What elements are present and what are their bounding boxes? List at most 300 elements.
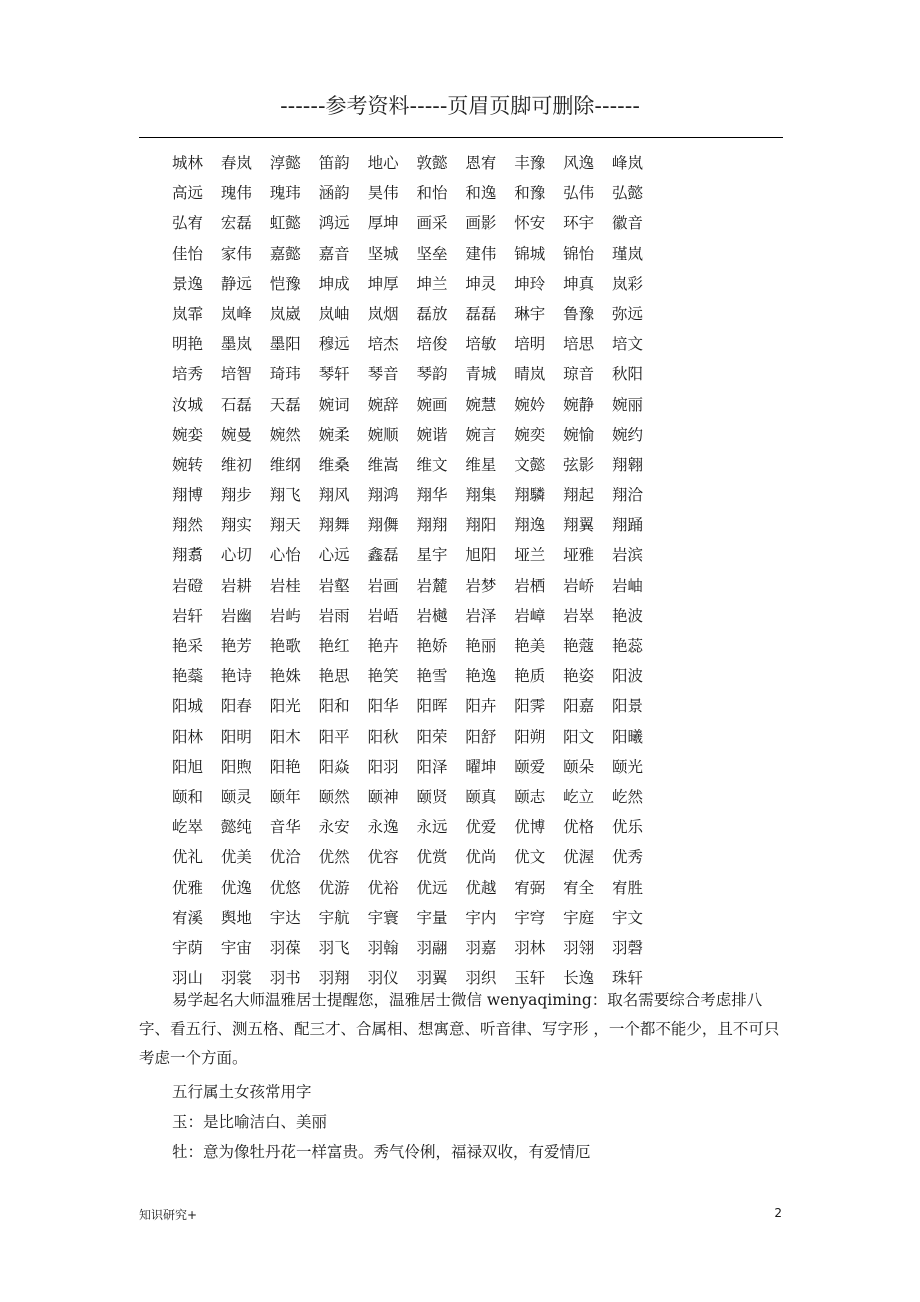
name-cell: 琴韵 xyxy=(416,365,448,384)
name-cell: 岩麓 xyxy=(416,576,448,595)
name-cell: 心切 xyxy=(220,546,252,565)
section-heading: 五行属土女孩常用字 xyxy=(172,1083,312,1101)
name-cell: 琴音 xyxy=(367,365,399,384)
name-cell: 坚城 xyxy=(367,244,399,263)
name-cell: 羽翮 xyxy=(416,938,448,957)
name-cell: 宇航 xyxy=(318,908,350,927)
name-row xyxy=(172,450,661,480)
name-row xyxy=(172,390,661,420)
name-cell: 岩轩 xyxy=(172,606,204,625)
name-cell: 艳娇 xyxy=(416,637,448,655)
name-cell: 阳泽 xyxy=(416,757,448,776)
name-cell: 弘宥 xyxy=(172,214,204,233)
name-cell: 阳羽 xyxy=(367,757,399,776)
name-cell: 弥远 xyxy=(612,304,644,323)
name-cell: 音华 xyxy=(269,818,301,837)
name-cell: 翔洽 xyxy=(612,486,644,505)
name-cell: 阳城 xyxy=(172,697,204,716)
name-cell: 坤灵 xyxy=(465,274,497,293)
name-cell: 宇荫 xyxy=(172,938,204,957)
name-cell: 婉约 xyxy=(612,425,644,444)
name-cell: 维星 xyxy=(465,455,497,474)
name-cell: 坚垒 xyxy=(416,244,448,263)
name-cell: 阳林 xyxy=(172,727,204,746)
name-cell: 翔翱 xyxy=(612,455,644,474)
name-cell: 厚坤 xyxy=(367,214,399,233)
name-cell: 阳煦 xyxy=(220,757,252,776)
name-cell: 岩磴 xyxy=(172,576,204,595)
name-cell: 翔步 xyxy=(220,486,252,505)
name-grid xyxy=(172,148,661,993)
name-cell: 阳卉 xyxy=(465,697,497,716)
name-cell: 羽织 xyxy=(465,969,497,988)
name-cell: 优博 xyxy=(514,818,546,837)
name-cell: 颐然 xyxy=(318,787,350,806)
name-cell: 宇宙 xyxy=(220,938,252,957)
name-cell: 翔起 xyxy=(563,486,595,505)
name-cell: 阳波 xyxy=(612,667,644,686)
name-row xyxy=(172,661,661,691)
name-row xyxy=(172,601,661,631)
name-row xyxy=(172,752,661,782)
name-cell: 婉谐 xyxy=(416,425,448,444)
name-cell: 艳蔻 xyxy=(563,637,595,655)
name-cell: 嘉音 xyxy=(318,244,350,263)
name-cell: 培文 xyxy=(612,335,644,354)
name-cell: 羽裳 xyxy=(220,969,252,988)
name-cell: 颐爱 xyxy=(514,757,546,776)
name-cell: 翔翼 xyxy=(563,516,595,535)
name-cell: 翔风 xyxy=(318,486,350,505)
name-cell: 艳姿 xyxy=(563,667,595,686)
name-cell: 琳宇 xyxy=(514,304,546,323)
name-cell: 翔实 xyxy=(220,516,252,535)
name-cell: 艳质 xyxy=(514,667,546,686)
name-cell: 培秀 xyxy=(172,365,204,384)
name-cell: 翔华 xyxy=(416,486,448,505)
name-row xyxy=(172,148,661,178)
name-cell: 优洽 xyxy=(269,848,301,867)
name-cell: 永远 xyxy=(416,818,448,837)
name-cell: 墨阳 xyxy=(269,335,301,354)
name-cell: 阳曦 xyxy=(612,727,644,746)
name-cell: 家伟 xyxy=(220,244,252,263)
name-cell: 优尚 xyxy=(465,848,497,867)
name-cell: 懿纯 xyxy=(220,818,252,837)
name-cell: 羽仪 xyxy=(367,969,399,988)
name-cell: 春岚 xyxy=(220,154,252,172)
name-row xyxy=(172,329,661,359)
name-cell: 培杰 xyxy=(367,335,399,354)
name-cell: 翔阳 xyxy=(465,516,497,535)
name-cell: 阳木 xyxy=(269,727,301,746)
name-cell: 翔鸿 xyxy=(367,486,399,505)
name-cell: 坤玲 xyxy=(514,274,546,293)
name-cell: 垭雅 xyxy=(563,546,595,565)
name-cell: 和怡 xyxy=(416,184,448,203)
name-cell: 阳平 xyxy=(318,727,350,746)
name-cell: 文懿 xyxy=(514,455,546,474)
name-cell: 岩峤 xyxy=(563,576,595,595)
name-cell: 艳歌 xyxy=(269,637,301,655)
name-cell: 岚岫 xyxy=(318,304,350,323)
name-cell: 岩壑 xyxy=(318,576,350,595)
name-cell: 永安 xyxy=(318,818,350,837)
name-cell: 阳荣 xyxy=(416,727,448,746)
name-cell: 岚霏 xyxy=(172,304,204,323)
name-row xyxy=(172,359,661,389)
name-row xyxy=(172,722,661,752)
name-cell: 岩樾 xyxy=(416,606,448,625)
name-cell: 坤成 xyxy=(318,274,350,293)
page-header: ------参考资料-----页眉页脚可删除------ xyxy=(280,94,640,118)
name-cell: 星宇 xyxy=(416,546,448,565)
name-cell: 玉轩 xyxy=(514,969,546,988)
name-cell: 维嵩 xyxy=(367,455,399,474)
name-cell: 画采 xyxy=(416,214,448,233)
name-row xyxy=(172,178,661,208)
name-cell: 婉词 xyxy=(318,395,350,414)
name-cell: 静远 xyxy=(220,274,252,293)
name-cell: 阳嘉 xyxy=(563,697,595,716)
name-cell: 婉慧 xyxy=(465,395,497,414)
name-cell: 鲁豫 xyxy=(563,304,595,323)
name-cell: 晴岚 xyxy=(514,365,546,384)
name-cell: 景逸 xyxy=(172,274,204,293)
name-cell: 艳蕊 xyxy=(612,637,644,655)
name-cell: 嘉懿 xyxy=(269,244,301,263)
name-cell: 婉曼 xyxy=(220,425,252,444)
name-cell: 瑾岚 xyxy=(612,244,644,263)
name-cell: 宇穹 xyxy=(514,908,546,927)
name-cell: 地心 xyxy=(367,154,399,172)
name-cell: 涵韵 xyxy=(318,184,350,203)
name-row xyxy=(172,571,661,601)
name-cell: 婉愉 xyxy=(563,425,595,444)
name-cell: 翔然 xyxy=(172,516,204,535)
name-cell: 敦懿 xyxy=(416,154,448,172)
header-rule xyxy=(139,137,783,138)
name-cell: 岩幽 xyxy=(220,606,252,625)
name-cell: 艳思 xyxy=(318,667,350,686)
name-cell: 锦城 xyxy=(514,244,546,263)
name-cell: 和豫 xyxy=(514,184,546,203)
name-cell: 旭阳 xyxy=(465,546,497,565)
name-cell: 青城 xyxy=(465,365,497,384)
name-cell: 阳秋 xyxy=(367,727,399,746)
name-cell: 颐年 xyxy=(269,787,301,806)
name-cell: 婉画 xyxy=(416,395,448,414)
character-entry-yu: 玉：是比喻洁白、美丽 xyxy=(172,1113,328,1131)
name-cell: 岩梦 xyxy=(465,576,497,595)
name-cell: 珠轩 xyxy=(612,969,644,988)
name-cell: 宥全 xyxy=(563,878,595,897)
name-row xyxy=(172,510,661,540)
name-cell: 艳波 xyxy=(612,606,644,625)
name-cell: 优赏 xyxy=(416,848,448,867)
name-row xyxy=(172,631,661,661)
name-cell: 优然 xyxy=(318,848,350,867)
name-cell: 恺豫 xyxy=(269,274,301,293)
name-cell: 高远 xyxy=(172,184,204,203)
name-cell: 羽嘉 xyxy=(465,938,497,957)
name-cell: 琦玮 xyxy=(269,365,301,384)
name-cell: 婉言 xyxy=(465,425,497,444)
name-cell: 优容 xyxy=(367,848,399,867)
advice-paragraph: 易学起名大师温雅居士提醒您，温雅居士微信 wenyaqiming：取名需要综合考虑排八字、看五行、测五格、配三才、合属相、想寓意、听音律、写字形 ，一个都不能少，且不可只考虑一个方面。 xyxy=(139,991,780,1067)
name-cell: 岩屿 xyxy=(269,606,301,625)
name-cell: 优文 xyxy=(514,848,546,867)
name-cell: 优逸 xyxy=(220,878,252,897)
name-cell: 岚彩 xyxy=(612,274,644,293)
name-cell: 宥溪 xyxy=(172,908,204,927)
name-cell: 优格 xyxy=(563,818,595,837)
name-cell: 婉然 xyxy=(269,425,301,444)
name-cell: 垭兰 xyxy=(514,546,546,565)
name-cell: 艳芳 xyxy=(220,637,252,655)
name-cell: 永逸 xyxy=(367,818,399,837)
name-cell: 优渥 xyxy=(563,848,595,867)
name-cell: 艳雪 xyxy=(416,667,448,686)
name-cell: 宇文 xyxy=(612,908,644,927)
name-cell: 培敏 xyxy=(465,335,497,354)
name-cell: 艳红 xyxy=(318,637,350,655)
name-cell: 明艳 xyxy=(172,335,204,354)
name-cell: 阳舒 xyxy=(465,727,497,746)
name-cell: 岩耕 xyxy=(220,576,252,595)
name-cell: 阳景 xyxy=(612,697,644,716)
name-cell: 翔翥 xyxy=(172,546,204,565)
name-cell: 艳采 xyxy=(172,637,204,655)
name-cell: 羽葆 xyxy=(269,938,301,957)
name-cell: 艳笑 xyxy=(367,667,399,686)
name-cell: 翔踊 xyxy=(612,516,644,535)
name-cell: 羽书 xyxy=(269,969,301,988)
name-cell: 秋阳 xyxy=(612,365,644,384)
name-cell: 岩雨 xyxy=(318,606,350,625)
name-row xyxy=(172,691,661,721)
name-cell: 心怡 xyxy=(269,546,301,565)
name-cell: 维纲 xyxy=(269,455,301,474)
name-cell: 阳春 xyxy=(220,697,252,716)
name-cell: 艳丽 xyxy=(465,637,497,655)
name-cell: 婉转 xyxy=(172,455,204,474)
name-cell: 婉辞 xyxy=(367,395,399,414)
name-cell: 阳朔 xyxy=(514,727,546,746)
name-cell: 淳懿 xyxy=(269,154,301,172)
name-cell: 岩泽 xyxy=(465,606,497,625)
name-cell: 虹懿 xyxy=(269,214,301,233)
name-cell: 艳卉 xyxy=(367,637,399,655)
name-cell: 徽音 xyxy=(612,214,644,233)
name-cell: 优远 xyxy=(416,878,448,897)
name-cell: 磊放 xyxy=(416,304,448,323)
name-cell: 弘懿 xyxy=(612,184,644,203)
name-row xyxy=(172,873,661,903)
name-cell: 坤厚 xyxy=(367,274,399,293)
name-cell: 弘伟 xyxy=(563,184,595,203)
name-row xyxy=(172,269,661,299)
name-cell: 翔翔 xyxy=(416,516,448,535)
name-cell: 翔天 xyxy=(269,516,301,535)
name-row xyxy=(172,842,661,872)
name-cell: 优爱 xyxy=(465,818,497,837)
name-cell: 颐真 xyxy=(465,787,497,806)
name-cell: 翔集 xyxy=(465,486,497,505)
name-cell: 翔逸 xyxy=(514,516,546,535)
name-cell: 岩岫 xyxy=(612,576,644,595)
name-cell: 瑰玮 xyxy=(269,184,301,203)
name-cell: 岩栖 xyxy=(514,576,546,595)
name-cell: 颐和 xyxy=(172,787,204,806)
name-cell: 阳和 xyxy=(318,697,350,716)
name-cell: 佳怡 xyxy=(172,244,204,263)
name-cell: 阳光 xyxy=(269,697,301,716)
name-cell: 琴轩 xyxy=(318,365,350,384)
name-cell: 建伟 xyxy=(465,244,497,263)
name-cell: 环宇 xyxy=(563,214,595,233)
name-cell: 瑰伟 xyxy=(220,184,252,203)
name-cell: 阳文 xyxy=(563,727,595,746)
name-cell: 岩桂 xyxy=(269,576,301,595)
name-cell: 宇量 xyxy=(416,908,448,927)
name-row xyxy=(172,299,661,329)
name-cell: 婉妗 xyxy=(514,395,546,414)
name-cell: 丰豫 xyxy=(514,154,546,172)
name-cell: 鑫磊 xyxy=(367,546,399,565)
name-cell: 穆远 xyxy=(318,335,350,354)
name-cell: 婉丽 xyxy=(612,395,644,414)
name-cell: 岩嶂 xyxy=(514,606,546,625)
name-cell: 风逸 xyxy=(563,154,595,172)
name-cell: 颐光 xyxy=(612,757,644,776)
name-cell: 培俊 xyxy=(416,335,448,354)
name-cell: 岚峰 xyxy=(220,304,252,323)
name-cell: 婉顺 xyxy=(367,425,399,444)
name-cell: 羽翼 xyxy=(416,969,448,988)
name-cell: 颐神 xyxy=(367,787,399,806)
name-cell: 天磊 xyxy=(269,395,301,414)
name-cell: 宥弼 xyxy=(514,878,546,897)
name-cell: 羽林 xyxy=(514,938,546,957)
name-cell: 墨岚 xyxy=(220,335,252,354)
name-cell: 优裕 xyxy=(367,878,399,897)
name-cell: 屹然 xyxy=(612,787,644,806)
name-cell: 石磊 xyxy=(220,395,252,414)
name-cell: 艳美 xyxy=(514,637,546,655)
name-cell: 艳蘂 xyxy=(172,667,204,686)
footer-label: 知识研究+ xyxy=(139,1208,198,1222)
name-cell: 琼音 xyxy=(563,365,595,384)
name-cell: 和逸 xyxy=(465,184,497,203)
name-row xyxy=(172,782,661,812)
name-cell: 屹崒 xyxy=(172,818,204,837)
name-cell: 坤兰 xyxy=(416,274,448,293)
name-cell: 岩画 xyxy=(367,576,399,595)
name-cell: 羽飞 xyxy=(318,938,350,957)
name-cell: 峰岚 xyxy=(612,154,644,172)
name-row xyxy=(172,540,661,570)
name-cell: 维桑 xyxy=(318,455,350,474)
name-cell: 羽翔 xyxy=(318,969,350,988)
name-cell: 汝城 xyxy=(172,395,204,414)
name-cell: 培明 xyxy=(514,335,546,354)
name-cell: 优越 xyxy=(465,878,497,897)
name-cell: 阳晖 xyxy=(416,697,448,716)
name-cell: 羽磬 xyxy=(612,938,644,957)
name-cell: 婉奕 xyxy=(514,425,546,444)
name-cell: 优秀 xyxy=(612,848,644,867)
name-cell: 宇庭 xyxy=(563,908,595,927)
name-cell: 培智 xyxy=(220,365,252,384)
name-cell: 城林 xyxy=(172,154,204,172)
name-cell: 颐贤 xyxy=(416,787,448,806)
name-cell: 屹立 xyxy=(563,787,595,806)
name-cell: 岚烟 xyxy=(367,304,399,323)
name-row xyxy=(172,933,661,963)
name-cell: 翔飞 xyxy=(269,486,301,505)
name-cell: 颐朵 xyxy=(563,757,595,776)
name-cell: 优悠 xyxy=(269,878,301,897)
name-row xyxy=(172,812,661,842)
name-cell: 维文 xyxy=(416,455,448,474)
name-cell: 颐灵 xyxy=(220,787,252,806)
name-cell: 岩崒 xyxy=(563,606,595,625)
name-cell: 坤真 xyxy=(563,274,595,293)
name-cell: 阳旭 xyxy=(172,757,204,776)
name-cell: 宇内 xyxy=(465,908,497,927)
name-cell: 翔博 xyxy=(172,486,204,505)
name-cell: 岩滨 xyxy=(612,546,644,565)
name-cell: 优雅 xyxy=(172,878,204,897)
name-cell: 羽翎 xyxy=(563,938,595,957)
name-cell: 昊伟 xyxy=(367,184,399,203)
name-cell: 宥胜 xyxy=(612,878,644,897)
name-cell: 曜坤 xyxy=(465,757,497,776)
name-cell: 优游 xyxy=(318,878,350,897)
name-row xyxy=(172,420,661,450)
name-cell: 艳逸 xyxy=(465,667,497,686)
name-cell: 鸿远 xyxy=(318,214,350,233)
page-number: 2 xyxy=(774,1206,782,1220)
name-cell: 怀安 xyxy=(514,214,546,233)
name-cell: 翔驎 xyxy=(514,486,546,505)
name-cell: 婉娈 xyxy=(172,425,204,444)
name-cell: 艳姝 xyxy=(269,667,301,686)
name-cell: 羽翰 xyxy=(367,938,399,957)
name-cell: 婉柔 xyxy=(318,425,350,444)
name-cell: 磊磊 xyxy=(465,304,497,323)
name-cell: 阳艳 xyxy=(269,757,301,776)
name-cell: 优乐 xyxy=(612,818,644,837)
name-cell: 锦怡 xyxy=(563,244,595,263)
name-cell: 维初 xyxy=(220,455,252,474)
name-cell: 婉静 xyxy=(563,395,595,414)
name-cell: 岩峿 xyxy=(367,606,399,625)
name-cell: 翔舞 xyxy=(318,516,350,535)
name-cell: 阳华 xyxy=(367,697,399,716)
name-cell: 舆地 xyxy=(220,908,252,927)
name-cell: 弦影 xyxy=(563,455,595,474)
name-cell: 阳焱 xyxy=(318,757,350,776)
name-cell: 宏磊 xyxy=(220,214,252,233)
name-cell: 阳霁 xyxy=(514,697,546,716)
character-entry-mu: 牡：意为像牡丹花一样富贵。秀气伶俐，福禄双收，有爱情厄 xyxy=(172,1143,591,1161)
name-cell: 培思 xyxy=(563,335,595,354)
name-cell: 阳明 xyxy=(220,727,252,746)
name-row xyxy=(172,239,661,269)
name-cell: 优礼 xyxy=(172,848,204,867)
